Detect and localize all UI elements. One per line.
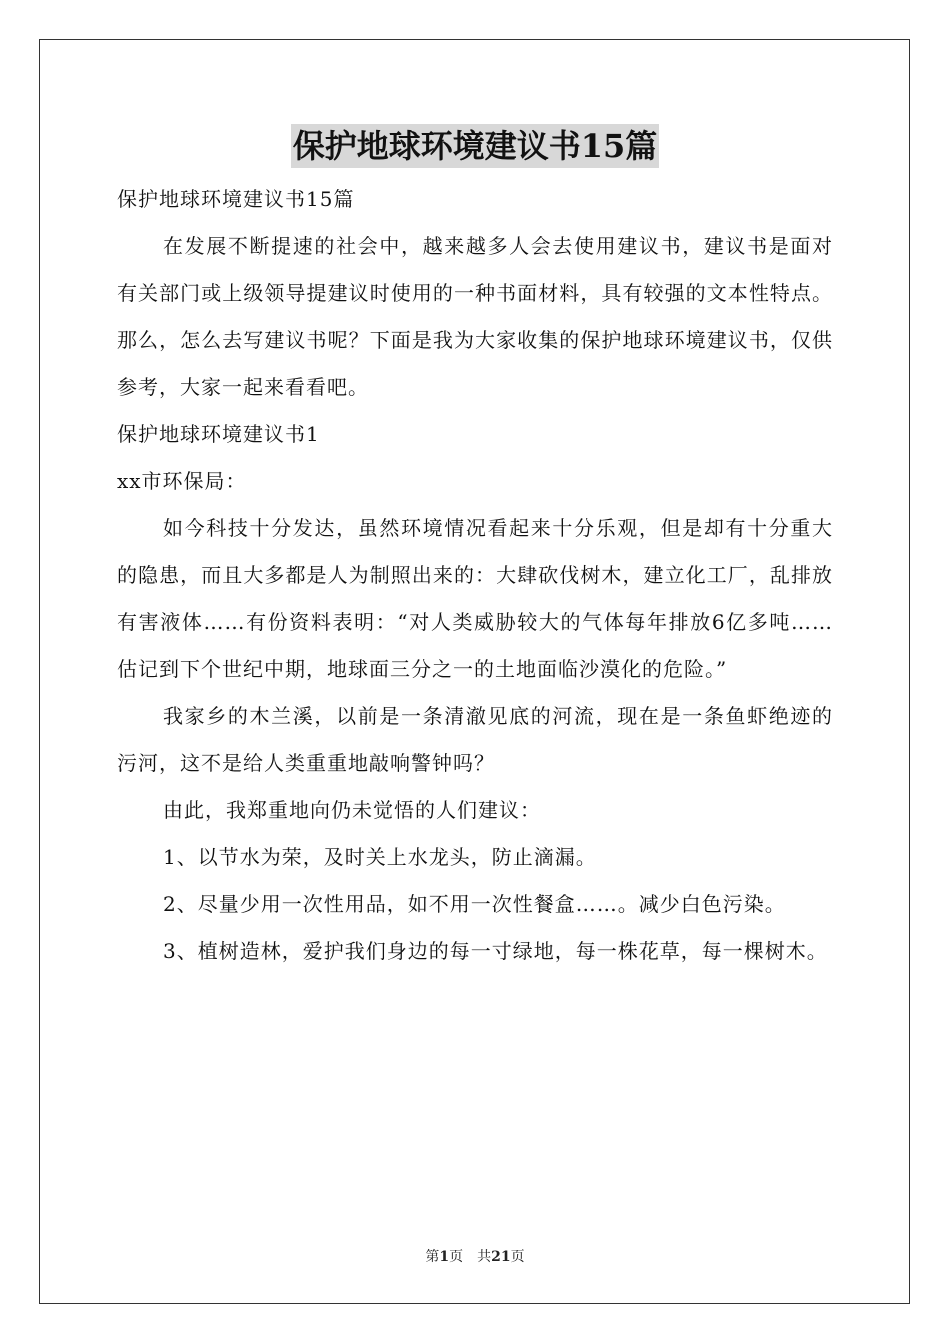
page-prefix: 第 <box>425 1249 440 1265</box>
paragraph-intro: 在发展不断提速的社会中，越来越多人会去使用建议书，建议书是面对有关部门或上级领导提建议时使用的一种书面材料，具有较强的文本性特点。那么，怎么去写建议书呢？下面是我为大家收集的保护地球环境建议书，仅供参考，大家一起来看看吧。 <box>117 234 833 399</box>
page-suffix: 页 <box>510 1249 525 1265</box>
page-mid: 页 共 <box>449 1249 492 1265</box>
paragraph-heading: 保护地球环境建议书15篇 <box>117 187 355 211</box>
page-total: 21 <box>491 1249 511 1265</box>
paragraph-salutation: xx市环保局： <box>117 469 247 493</box>
paragraph-body: 由此，我郑重地向仍未觉悟的人们建议： <box>163 798 541 822</box>
document-body <box>117 176 833 975</box>
paragraph-body: 如今科技十分发达，虽然环境情况看起来十分乐观，但是却有十分重大的隐患，而且大多都是人为制照出来的：大肆砍伐树木，建立化工厂，乱排放有害液体……有份资料表明：“对人类威胁较大的气体每年排放6亿多吨……估记到下个世纪中期，地球面三分之一的土地面临沙漠化的危险。” <box>117 516 833 681</box>
list-item: 1、以节水为荣，及时关上水龙头，防止滴漏。 <box>163 845 597 869</box>
page-footer <box>0 1247 950 1267</box>
paragraph-body: 我家乡的木兰溪，以前是一条清澈见底的河流，现在是一条鱼虾绝迹的污河，这不是给人类重重地敲响警钟吗？ <box>117 704 833 775</box>
title-container <box>0 124 950 168</box>
document-title: 保护地球环境建议书15篇 <box>291 124 660 168</box>
list-item: 2、尽量少用一次性用品，如不用一次性餐盒……。减少白色污染。 <box>163 892 786 916</box>
page-current: 1 <box>439 1249 450 1265</box>
paragraph-section-title: 保护地球环境建议书1 <box>117 422 320 446</box>
list-item: 3、植树造林，爱护我们身边的每一寸绿地，每一株花草，每一棵树木。 <box>163 939 828 963</box>
